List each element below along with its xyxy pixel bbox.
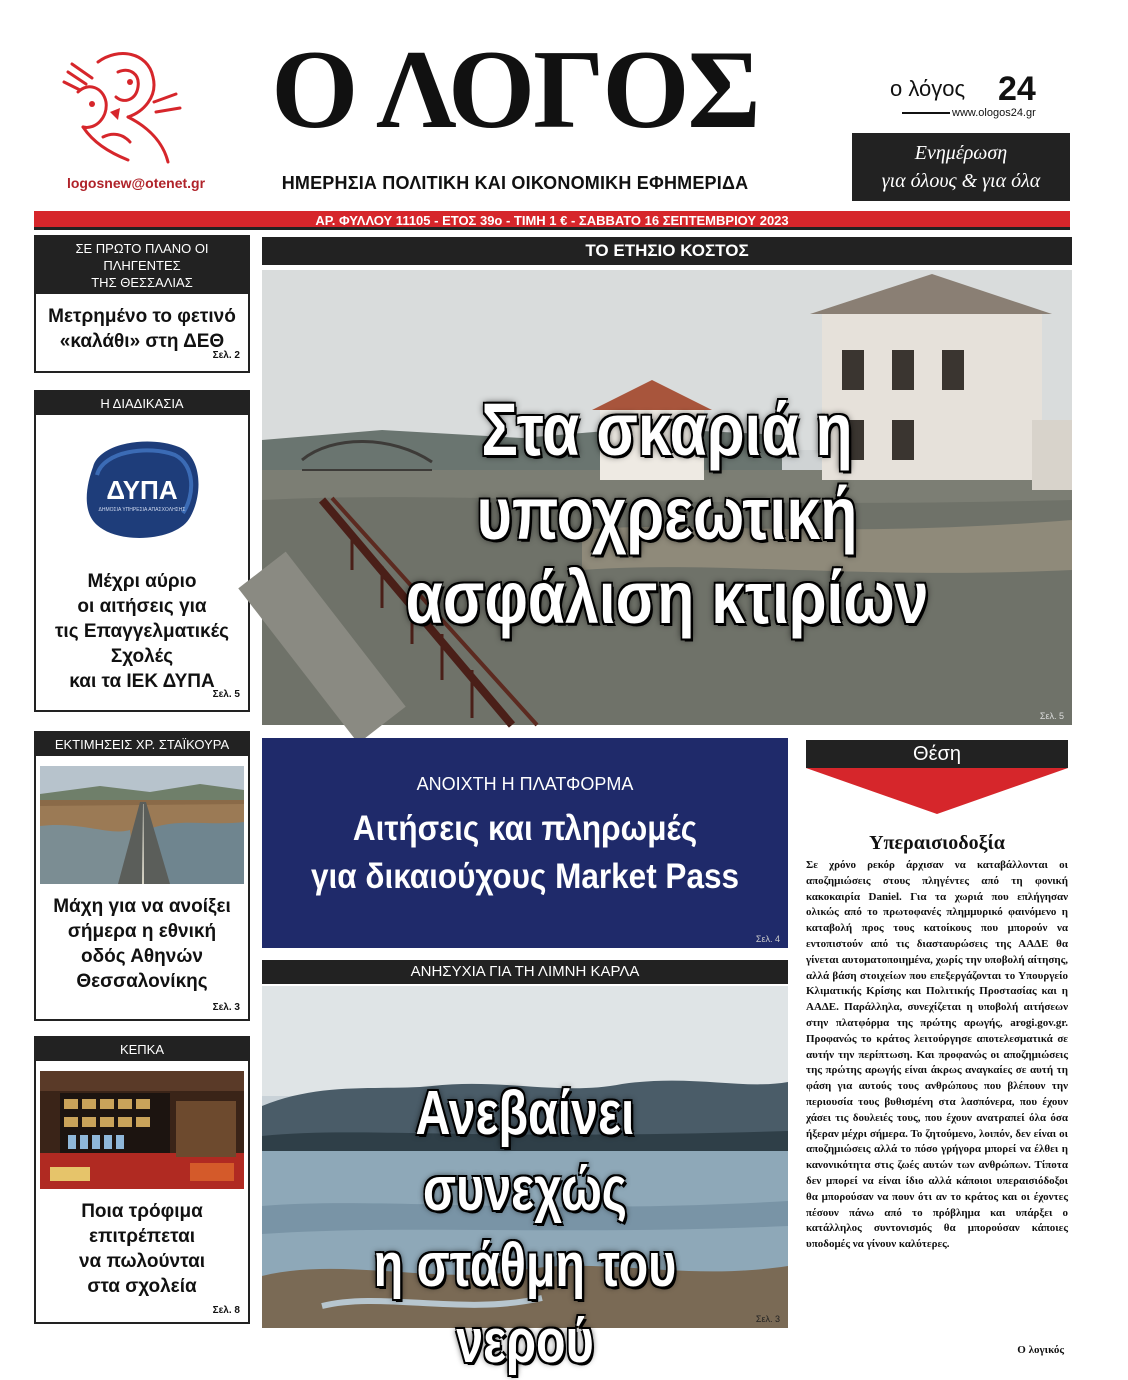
market-pass-headline-line-2: για δικαιούχους Market Pass — [310, 857, 740, 896]
newspaper-logo-illustration — [58, 42, 186, 170]
sidebar-story-headline — [36, 884, 248, 994]
headline-line-2: επιτρέπεται — [88, 1226, 196, 1247]
karla-section-label: ΑΝΗΣΥΧΙΑ ΓΙΑ ΤΗ ΛΙΜΝΗ ΚΑΡΛΑ — [262, 960, 788, 984]
sidebar-story-highway[interactable] — [34, 731, 250, 1021]
sidebar-story-kicker: ΕΚΤΙΜΗΣΕΙΣ ΧΡ. ΣΤΑΪΚΟΥΡΑ — [36, 733, 248, 756]
editorial-label: Θέση — [806, 740, 1068, 768]
dypa-logo-subtext: ΔΗΜΟΣΙΑ ΥΠΗΡΕΣΙΑ ΑΠΑΣΧΟΛΗΣΗΣ — [98, 507, 186, 513]
newspaper-title: Ο ΛΟΓΟΣ — [271, 28, 759, 152]
sidebar-story-dypa[interactable] — [34, 390, 250, 712]
flooded-highway-photo — [40, 766, 244, 884]
page-reference: Σελ. 3 — [755, 1314, 780, 1324]
lead-section-label: ΤΟ ΕΤΗΣΙΟ ΚΟΣΤΟΣ — [262, 237, 1072, 265]
headline-line-4: στα σχολεία — [87, 1276, 197, 1297]
headline-line-2: οι αιτήσεις για — [77, 596, 207, 617]
editorial-signature: Ο λογικός — [1017, 1344, 1064, 1356]
headline-line-1: Ποια τρόφιμα — [81, 1201, 203, 1222]
ologos24-rule — [902, 112, 950, 114]
editorial-red-triangle — [806, 768, 1068, 814]
school-canteen-photo — [40, 1071, 244, 1189]
headline-line-4: Θεσσαλονίκης — [76, 971, 208, 992]
market-pass-headline — [288, 795, 761, 901]
page-reference: Σελ. 4 — [755, 934, 780, 944]
sidebar-story-deth[interactable] — [34, 235, 250, 373]
headline-line-2: «καλάθι» στη ΔΕΘ — [59, 331, 225, 352]
karla-headline-line-1: Ανεβαίνει συνεχώς — [415, 1079, 635, 1224]
lead-headline — [335, 388, 999, 640]
ologos24-name: ο λόγος — [890, 76, 966, 101]
headline-line-4: Σχολές — [110, 646, 174, 667]
market-pass-kicker: ΑΝΟΙΧΤΗ Η ΠΛΑΤΦΟΡΜΑ — [416, 774, 634, 794]
page-reference: Σελ. 5 — [1039, 711, 1064, 721]
headline-line-1: Μάχη για να ανοίξει — [53, 896, 231, 917]
karla-headline-line-2: η στάθμη του νερού — [373, 1231, 677, 1376]
sidebar-story-headline — [36, 543, 248, 694]
sidebar-story-kicker: Η ΔΙΑΔΙΚΑΣΙΑ — [36, 392, 248, 415]
newspaper-subtitle: ΗΜΕΡΗΣΙΑ ΠΟΛΙΤΙΚΗ ΚΑΙ ΟΙΚΟΝΟΜΙΚΗ ΕΦΗΜΕΡΙΔΑ — [281, 173, 749, 193]
headline-line-5: και τα ΙΕΚ ΔΥΠΑ — [69, 671, 215, 692]
headline-line-2: σήμερα η εθνική — [67, 921, 217, 942]
issue-info-bar: ΑΡ. ΦΥΛΛΟΥ 11105 - ΕΤΟΣ 39ο - ΤΙΜΗ 1 € - ΣΑΒΒΑΤΟ 16 ΣΕΠΤΕΜΒΡΙΟΥ 2023 — [34, 211, 1070, 230]
page-reference: Σελ. 3 — [212, 1002, 240, 1013]
sidebar-story-kicker: ΚΕΠΚΑ — [36, 1038, 248, 1061]
lead-headline-line-1: Στα σκαριά η υποχρεωτική — [476, 388, 858, 555]
ologos24-logo[interactable] — [868, 70, 1068, 130]
headline-line-3: οδός Αθηνών — [81, 946, 203, 967]
headline-line-1: Μετρημένο το φετινό — [48, 306, 236, 327]
page-reference: Σελ. 8 — [212, 1305, 240, 1316]
page-reference: Σελ. 2 — [212, 350, 240, 361]
editorial-body: Σε χρόνο ρεκόρ άρχισαν να καταβάλλονται οι αποζημιώσεις στους πληγέντες από τη φονική κακοκαιρία Daniel. Για τα χωριά που επλήγησαν ολικώς από το πρωτοφανές πλημμυρικό φαινόμενο η καταβολή προς τους κατοίκους που μπορούν να εντοπιστούν από τις διασταυρώσεις της ΑΑΔΕ θα γίνεται αυτοματοποιημένα, χωρίς την υποβολή αίτησης, αλλά βάση στοιχείων που επεξεργάζονται το Υπουργείο Κλιματικής Κρίσης και Πολιτικής Προστασίας και η ΑΑΔΕ. Παράλληλα, συνεχίζεται η υποβολή αιτήσεων στην πλατφόρμα της πρώτης αρωγής, arogi.gov.gr. Προφανώς το κράτος λειτούργησε αποτελεσματικά σε αυτήν την περίπτωση. Και προφανώς οι αποζημιώσεις της πρώτης αρωγής είναι άκρως αναγκαίες σε αυτή τη φάση για αυτούς τους ανθρώπους που βλέπουν την περιουσία τους βυθισμένη στα λασπόνερα, που έχουν χάσει τις δουλειές τους, που έχουν ανατραπεί όλα όσα ήξεραν μέχρι σήμερα. Το ζητούμενο, λοιπόν, δεν είναι οι αποζημιώσεις αλλά το πόσο γρήγορα μπορεί να έλθει η κανονικότητα στις ζωές αυτών των ανθρώπων. Τίποτα δεν μπορεί να είναι ίδιο αλλά κάποιοι υπεραισιόδοξοι θα μπορούσαν να πουν ότι αν το κράτος και οι έχοντες πέσουν πάνω από το πρόβλημα και υπάρξει ο κατάλληλος συντονισμός θα μπορούσαν κάποιες υποδομές να γίνουν καλύτερες. — [806, 859, 1068, 1251]
lead-story[interactable] — [262, 270, 1072, 725]
headline-line-1: Μέχρι αύριο — [87, 571, 197, 592]
dypa-logo-icon — [79, 437, 205, 543]
market-pass-headline-line-1: Αιτήσεις και πληρωμές — [352, 809, 698, 848]
kicker-line-1: ΣΕ ΠΡΩΤΟ ΠΛΑΝΟ ΟΙ ΠΛΗΓΕΝΤΕΣ — [75, 241, 209, 273]
market-pass-story[interactable] — [262, 738, 788, 948]
karla-headline — [320, 1076, 730, 1380]
slogan-box — [852, 133, 1070, 201]
kicker-line-2: ΤΗΣ ΘΕΣΣΑΛΙΑΣ — [91, 275, 193, 290]
headline-line-3: τις Επαγγελματικές — [54, 621, 230, 642]
lead-headline-line-2: ασφάλιση κτιρίων — [405, 556, 929, 639]
ologos24-url: www.ologos24.gr — [952, 107, 1036, 119]
karla-lake-story[interactable] — [262, 986, 788, 1376]
slogan-line-2: για όλους & για όλα — [881, 170, 1041, 192]
page-reference: Σελ. 5 — [212, 689, 240, 700]
slogan-line-1: Ενημέρωση — [914, 142, 1008, 164]
headline-line-3: να πωλούνται — [78, 1251, 206, 1272]
sidebar-story-headline — [36, 1189, 248, 1299]
sidebar-story-school-food[interactable] — [34, 1036, 250, 1324]
contact-email[interactable]: logosnew@otenet.gr — [66, 175, 206, 191]
editorial-title: Υπεραισιοδοξία — [869, 832, 1005, 854]
ologos24-number: 24 — [998, 70, 1036, 108]
sidebar-story-kicker — [36, 237, 248, 294]
sidebar-story-headline — [36, 294, 248, 354]
dypa-logo-text: ΔΥΠΑ — [106, 475, 178, 505]
